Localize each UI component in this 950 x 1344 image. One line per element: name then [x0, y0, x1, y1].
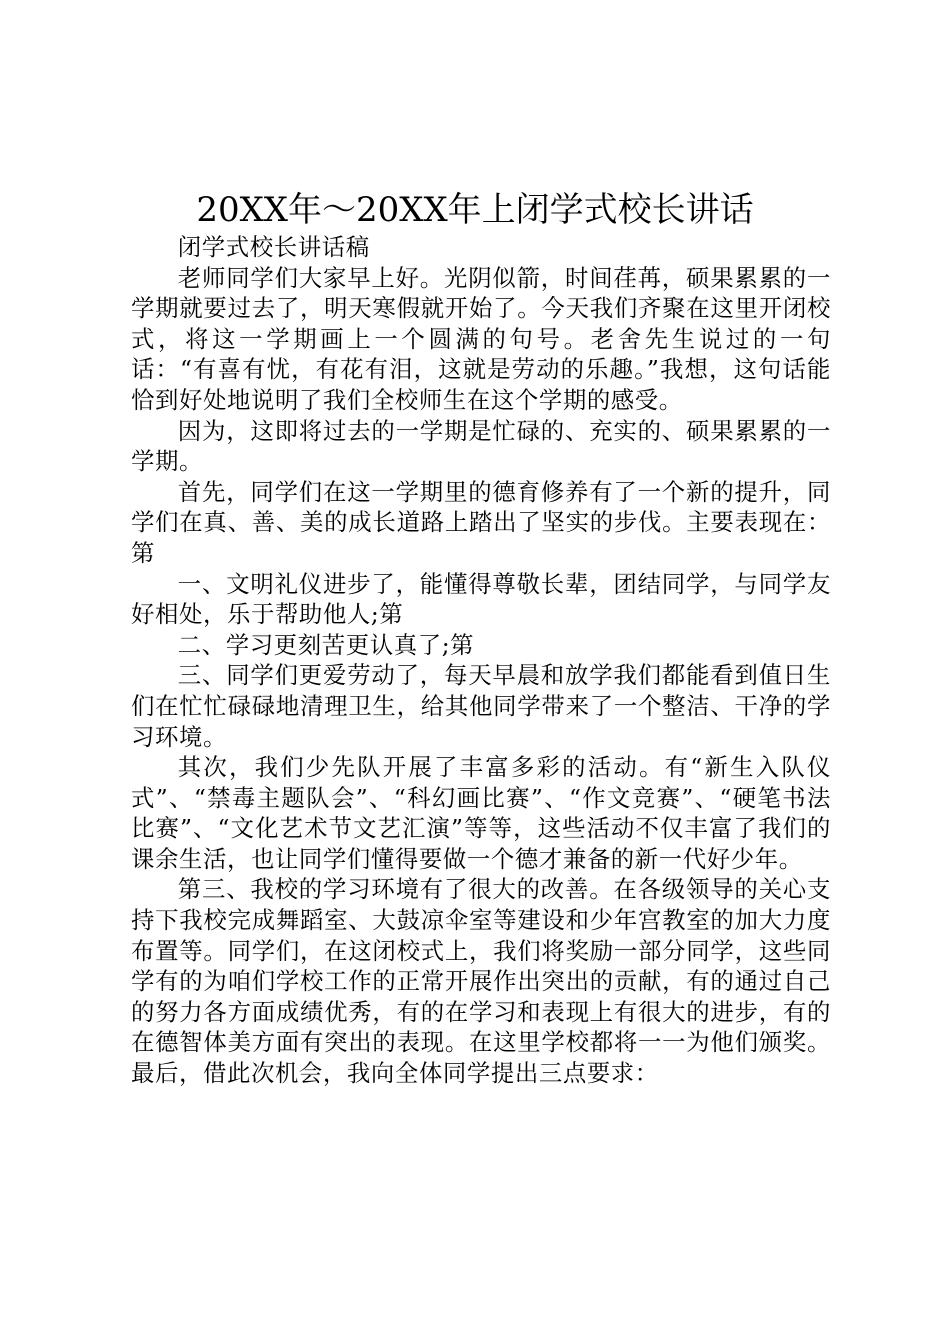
paragraph: 因为，这即将过去的一学期是忙碌的、充实的、硕果累累的一学期。: [131, 416, 831, 476]
paragraph: 第三、我校的学习环境有了很大的改善。在各级领导的关心支持下我校完成舞蹈室、大鼓凉伞室等建设和少年宫教室的加大力度布置等。同学们，在这闭校式上，我们将奖励一部分同学，这些同学有的为咱们学校工作的正常开展作出突出的贡献，有的通过自己的努力各方面成绩优秀，有的在学习和表现上有很大的进步，有的在德智体美方面有突出的表现。在这里学校都将一一为他们颁奖。最后，借此次机会，我向全体同学提出三点要求：: [131, 875, 831, 1088]
paragraph: 老师同学们大家早上好。光阴似箭，时间荏苒，硕果累累的一学期就要过去了，明天寒假就开始了。今天我们齐聚在这里开闭校式，将这一学期画上一个圆满的句号。老舍先生说过的一句话：“有喜有忧，有花有泪，这就是劳动的乐趣。”我想，这句话能恰到好处地说明了我们全校师生在这个学期的感受。: [131, 263, 831, 414]
paragraph: 其次，我们少先队开展了丰富多彩的活动。有“新生入队仪式”、“禁毒主题队会”、“科幻画比赛”、“作文竞赛”、“硬笔书法比赛”、“文化艺术节文艺汇演”等等，这些活动不仅丰富了我们的课余生活，也让同学们懂得要做一个德才兼备的新一代好少年。: [131, 753, 831, 873]
paragraph: 三、同学们更爱劳动了，每天早晨和放学我们都能看到值日生们在忙忙碌碌地清理卫生，给其他同学带来了一个整洁、干净的学习环境。: [131, 661, 831, 751]
paragraph-subtitle: 闭学式校长讲话稿: [177, 233, 370, 261]
paragraph: 一、文明礼仪进步了，能懂得尊敬长辈，团结同学，与同学友好相处，乐于帮助他人;第: [131, 569, 831, 629]
paragraph: 首先，同学们在这一学期里的德育修养有了一个新的提升，同学们在真、善、美的成长道路上踏出了坚实的步伐。主要表现在：第: [131, 477, 831, 567]
document-body: [131, 232, 831, 1089]
paragraph: 二、学习更刻苦更认真了;第: [177, 630, 475, 659]
document-title: 20XX年～20XX年上闭学式校长讲话: [196, 190, 754, 230]
